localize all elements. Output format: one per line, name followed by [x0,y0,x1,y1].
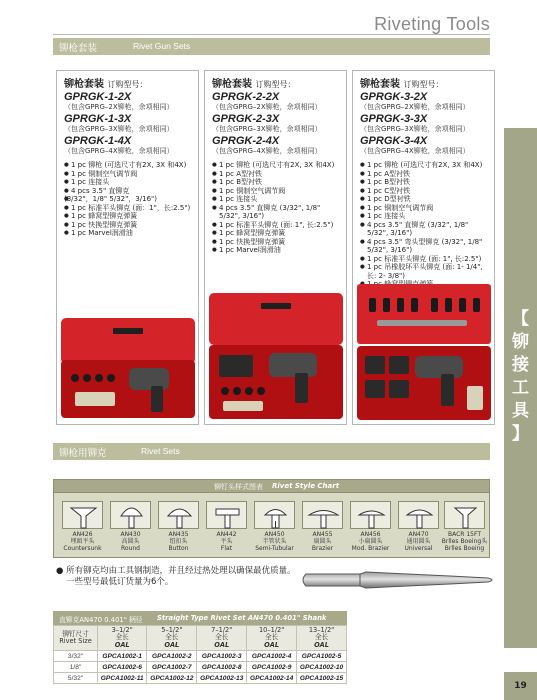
rivet-en: Flat [220,544,233,552]
table-title-en: Straight Type Rivet Set AN470 0.401" Shank [157,614,327,622]
kit-item: ● 1 pc A型衬铁 [360,170,490,179]
case-logo [113,328,143,334]
table-row [54,651,347,662]
rivet-cn: 埋頭平头 [70,537,95,545]
brazier-head-rivet-icon [302,501,343,529]
rivet-cn: Brlles Boeing头 [441,537,488,545]
kit-item: ● 1 pc 标准平头铆克 (面: 1", 长:2.5") [360,255,490,264]
kit-item: ● 1 pc 连接头 [64,178,194,187]
rivet-style-cell [345,501,396,555]
button-head-rivet-icon [158,501,199,529]
kit-item: ● (3/32"，1/8" 5/32"，3/16") [64,195,194,204]
col-label-3: OAL [164,640,180,649]
column-header [54,626,98,651]
kit-model-desc: （包含GPRG–3X铆枪，余项相同） [212,125,322,133]
col-label-3: OAL [264,640,280,649]
countersunk-rivet-icon [62,501,103,529]
table-title-cn: 直铆克AN470 0.401" 柄径 [59,616,143,624]
kit-item: ● 1 pc B型衬铁 [212,178,342,187]
part-number-cell: GPCA1002-12 [147,673,197,684]
rivet-gun-image [269,353,317,377]
part-number-cell: GPCA1002-15 [297,673,347,684]
bucking-bar-image [389,356,409,374]
rivet-set-tool-image [300,560,500,600]
kit-contents-list [205,156,346,255]
rivet-code: AN450 [264,531,285,538]
part-number-cell: GPCA1002-13 [197,673,247,684]
rivet-code: AN442 [216,531,237,538]
semi-tubular-rivet-icon [254,501,295,529]
kit-column-3 [352,70,495,425]
bucking-bar-image [365,380,385,398]
side-tab-char-6: 】 [512,424,529,444]
kit-item: ● 4 pcs 3.5" 弯头型铆克 (3/32", 1/8" 5/32", 3/16") [360,238,490,255]
col-label-1: 铆钉尺寸 [62,629,89,638]
rivet-en: Semi-Tubular [255,544,294,552]
part-number-cell: GPCA1002-2 [147,651,197,662]
side-tab-char-4: 工 [512,378,529,398]
order-label: 订购型号： [255,80,296,89]
kit-model-desc: （包含GPRG–2X铆枪，余项相同） [360,103,470,111]
col-label-3: OAL [114,640,130,649]
section-bar-rivet-gun-sets [53,38,490,55]
gun-handle-image [441,374,454,406]
note-line-2: 一些型号最低订货量为6个。 [66,577,174,587]
material-note [56,566,296,588]
kit-model-code: GPRGK-1-2X [64,91,132,103]
rivet-en: Round [121,544,140,552]
rivet-cn: 小扁圆头 [358,537,383,545]
kit-item: ● 1 pc B型衬铁 [360,178,490,187]
kit-item: ● 1 pc 标准平头铆克 (面: 1", 长:2.5") [212,221,342,230]
rivet-en: Universal [404,544,433,552]
col-label-2: 全长 [115,633,129,642]
kit-item: ● 1 pc 连接头 [212,195,342,204]
kit-column-2 [204,70,347,425]
case-lid [357,284,491,344]
section-bar-rivet-sets [53,443,490,460]
kit-model-desc: （包含GPRG–2X铆枪，余项相同） [212,103,322,111]
case-lid [61,318,195,364]
part-number-cell: GPCA1002-5 [297,651,347,662]
side-tab-char-2: 铆 [512,332,529,352]
rivet-cn: 纽扣头 [169,537,188,545]
kit-model-code: GPRGK-1-3X [64,113,132,125]
part-number-cell: GPCA1002-4 [247,651,297,662]
col-label-2: 全长 [215,633,229,642]
part-number-cell: GPCA1002-1 [98,651,147,662]
rivet-code: AN456 [360,531,381,538]
tray-slot [369,298,376,312]
rivet-style-title-cn: 铆钉头样式图表 [214,483,263,491]
gun-handle-image [295,373,308,403]
rivet-style-title-en: Rivet Style Chart [272,482,340,490]
tray-slot [95,374,103,382]
modified-brazier-rivet-icon [350,501,391,529]
rivet-en: Mod. Brazier [351,544,390,552]
case-lid [209,293,343,345]
rivet-set-table [53,625,347,684]
rivet-style-cell [249,501,300,555]
kit-model-code: GPRGK-1-4X [64,135,132,147]
rivet-size-cell: 3/32" [54,651,98,662]
part-number-cell: GPCA1002-11 [98,673,147,684]
col-label-1: 5–1/2" [161,625,183,634]
rivet-code: AN435 [168,531,189,538]
tray-slot [397,298,404,312]
tray-slot [383,298,390,312]
kit-column-1 [56,70,199,425]
col-label-1: 10–1/2" [258,625,285,634]
kit-item: ● 1 pc 铆枪 (可选尺寸有2X, 3X 和4X) [212,161,342,170]
col-label-1: 3–1/2" [111,625,133,634]
col-label-3: OAL [214,640,230,649]
case-tray [357,346,491,420]
side-tab-text [504,308,537,446]
bucking-bar-image [389,380,409,398]
side-category-tab [504,128,537,648]
kit-case-photo [209,293,343,419]
col-label-1: 13–1/2" [308,625,335,634]
bucking-bar-image [365,356,385,374]
kit-model-desc: （包含GPRG–3X铆枪，余项相同） [64,125,174,133]
tray-slot [431,298,438,312]
lubricant-bottle-image [467,386,483,410]
kit-item: ● 1 pc 铜制空气调节阀 [64,170,194,179]
rivet-en: Brazier [311,544,334,552]
tray-slot [411,298,418,312]
col-label-2: 全长 [165,633,179,642]
case-logo [261,303,291,309]
tray-slot [257,387,265,395]
case-tray [209,345,343,419]
column-header [98,626,147,651]
section-title-cn: 铆枪套装 [59,43,98,54]
rivet-set-image [377,320,467,326]
kit-model-desc: （包含GPRG–3X铆枪，余项相同） [360,125,470,133]
column-header [247,626,297,651]
table-row [54,673,347,684]
tray-slot [233,387,241,395]
tray-slot [459,298,466,312]
col-label-1: 7–1/2" [211,625,233,634]
gun-handle-image [151,386,163,412]
rivet-code: BACR 15FT [447,531,482,538]
tray-slot [71,374,79,382]
kit-model-code: GPRGK-3-3X [360,113,428,125]
part-number-cell: GPCA1002-14 [247,673,297,684]
note-line-1: ● 所有铆克均由工具钢制造，并且经过热处理以确保最优质量。 [56,566,296,576]
kit-item: ● 1 pc 吊橡胶环平头铆克 (面: 1- 1/4", 长: 2- 3/8") [360,263,490,280]
order-label: 订购型号： [403,80,444,89]
kit-model-code: GPRGK-3-2X [360,91,428,103]
lubricant-bottle-image [223,401,263,411]
kit-item: ● 1 pc C型衬铁 [360,187,490,196]
rivet-en: Countersunk [63,544,102,552]
kit-model-code: GPRGK-2-4X [212,135,280,147]
bucking-bar-image [219,355,253,377]
side-tab-char-5: 具 [512,401,529,421]
kit-item: ● 4 pcs 3.5" 直铆克 (3/32", 1/8" 5/32", 3/16") [212,204,342,221]
rivet-style-chart-header [53,479,490,493]
title-divider [53,34,490,35]
part-number-cell: GPCA1002-10 [297,662,347,673]
part-number-cell: GPCA1002-8 [197,662,247,673]
case-tray [61,360,195,418]
tray-slot [473,298,480,312]
rivet-gun-image [129,368,169,390]
section-title-en: Rivet Sets [141,446,180,456]
rivet-style-chart [53,493,490,558]
table-header-row [54,626,347,651]
kit-model-code: GPRGK-2-3X [212,113,280,125]
rivet-en: Brlles Boeing [444,544,485,552]
rivet-set-table-header [53,611,347,625]
kit-item: ● 1 pc 铜制空气调节阀 [360,204,490,213]
rivet-style-cell [439,501,490,555]
tray-slot [107,374,115,382]
column-header [147,626,197,651]
rivet-code: AN455 [312,531,333,538]
column-header [197,626,247,651]
part-number-cell: GPCA1002-6 [98,662,147,673]
col-label-2: 全长 [314,633,329,642]
order-label: 订购型号： [107,80,148,89]
kit-item: ● 1 pc 标准平头铆克 (面：1"，长:2.5") [64,204,194,213]
rivet-style-cell [201,501,252,555]
kit-model-desc: （包含GPRG–4X铆枪，余项相同） [212,147,322,155]
kit-item: ● 4 pcs 3.5" 直铆克 [64,187,194,196]
kit-title: 铆枪套装 [360,79,400,90]
rivet-cn: 半管状头 [262,537,287,545]
lubricant-bottle-image [75,392,115,406]
boeing-head-rivet-icon [444,501,485,529]
kit-model-desc: （包含GPRG–2X铆枪，余项相同） [64,103,174,111]
kit-item: ● 1 pc 蜂窝型铆克弹簧 [64,212,194,221]
tray-slot [83,374,91,382]
kit-item: ● 1 pc 快换型铆克弹簧 [64,221,194,230]
kit-title: 铆枪套装 [64,79,104,90]
rivet-style-cell [393,501,444,555]
rivet-style-cell [297,501,348,555]
rivet-style-cell [57,501,108,555]
part-number-cell: GPCA1002-7 [147,662,197,673]
round-head-rivet-icon [110,501,151,529]
rivet-cn: 扁圆头 [313,537,332,545]
rivet-cn: 高圆头 [121,537,140,545]
kit-title: 铆枪套装 [212,79,252,90]
tray-slot [445,298,452,312]
col-label-2: 全长 [265,633,279,642]
section-title-cn: 铆枪用铆克 [59,448,107,459]
rivet-code: AN470 [408,531,429,538]
kit-case-photo [357,284,491,420]
col-label-2: Rivet Size [59,637,92,645]
kit-model-desc: （包含GPRG–4X铆枪，余项相同） [64,147,174,155]
column-header [297,626,347,651]
rivet-cn: 通用圆头 [406,537,431,545]
kit-model-desc: （包含GPRG–4X铆枪，余项相同） [360,147,470,155]
kit-model-code: GPRGK-2-2X [212,91,280,103]
rivet-size-cell: 1/8" [54,662,98,673]
kit-item: ● 1 pc A型衬铁 [212,170,342,179]
page-title: Riveting Tools [374,14,490,34]
side-tab-char-3: 接 [512,355,529,375]
kit-item: ● 1 pc 连接头 [360,212,490,221]
kit-item: ● 1 pc 快换型铆克弹簧 [212,238,342,247]
tray-slot [221,387,229,395]
col-label-3: OAL [314,640,329,649]
table-row [54,662,347,673]
page-number: 19 [504,672,537,700]
rivet-cn: 平头 [220,537,233,545]
kit-model-code: GPRGK-3-4X [360,135,428,147]
kit-item: ● 1 pc 铜制空气调节阀 [212,187,342,196]
kit-item: ● 1 pc 铆枪 (可选尺寸有2X, 3X 和4X) [360,161,490,170]
universal-head-rivet-icon [398,501,439,529]
section-title-en: Rivet Gun Sets [133,41,191,51]
rivet-style-cell [153,501,204,555]
rivet-gun-image [415,356,463,378]
kit-case-photo [61,318,195,418]
rivet-code: AN430 [120,531,141,538]
side-tab-char-1: 【 [512,309,529,329]
kit-item: ● 4 pcs 3.5" 直铆克 (3/32", 1/8" 5/32", 3/16") [360,221,490,238]
tray-slot [245,387,253,395]
flat-head-rivet-icon [206,501,247,529]
rivet-en: Button [168,544,189,552]
kit-item: ● 1 pc Marvel润滑油 [212,246,342,255]
kit-item: ● 1 pc Marvel润滑油 [64,229,194,238]
part-number-cell: GPCA1002-9 [247,662,297,673]
rivet-style-cell [105,501,156,555]
kit-item: ● 1 pc D型衬铁 [360,195,490,204]
kit-item: ● 1 pc 铆枪 (可选尺寸有2X, 3X 和4X) [64,161,194,170]
kit-item: ● 1 pc 蜂窝型铆克弹簧 [212,229,342,238]
rivet-size-cell: 5/32" [54,673,98,684]
kit-contents-list [57,156,198,238]
part-number-cell: GPCA1002-3 [197,651,247,662]
rivet-code: AN426 [72,531,93,538]
